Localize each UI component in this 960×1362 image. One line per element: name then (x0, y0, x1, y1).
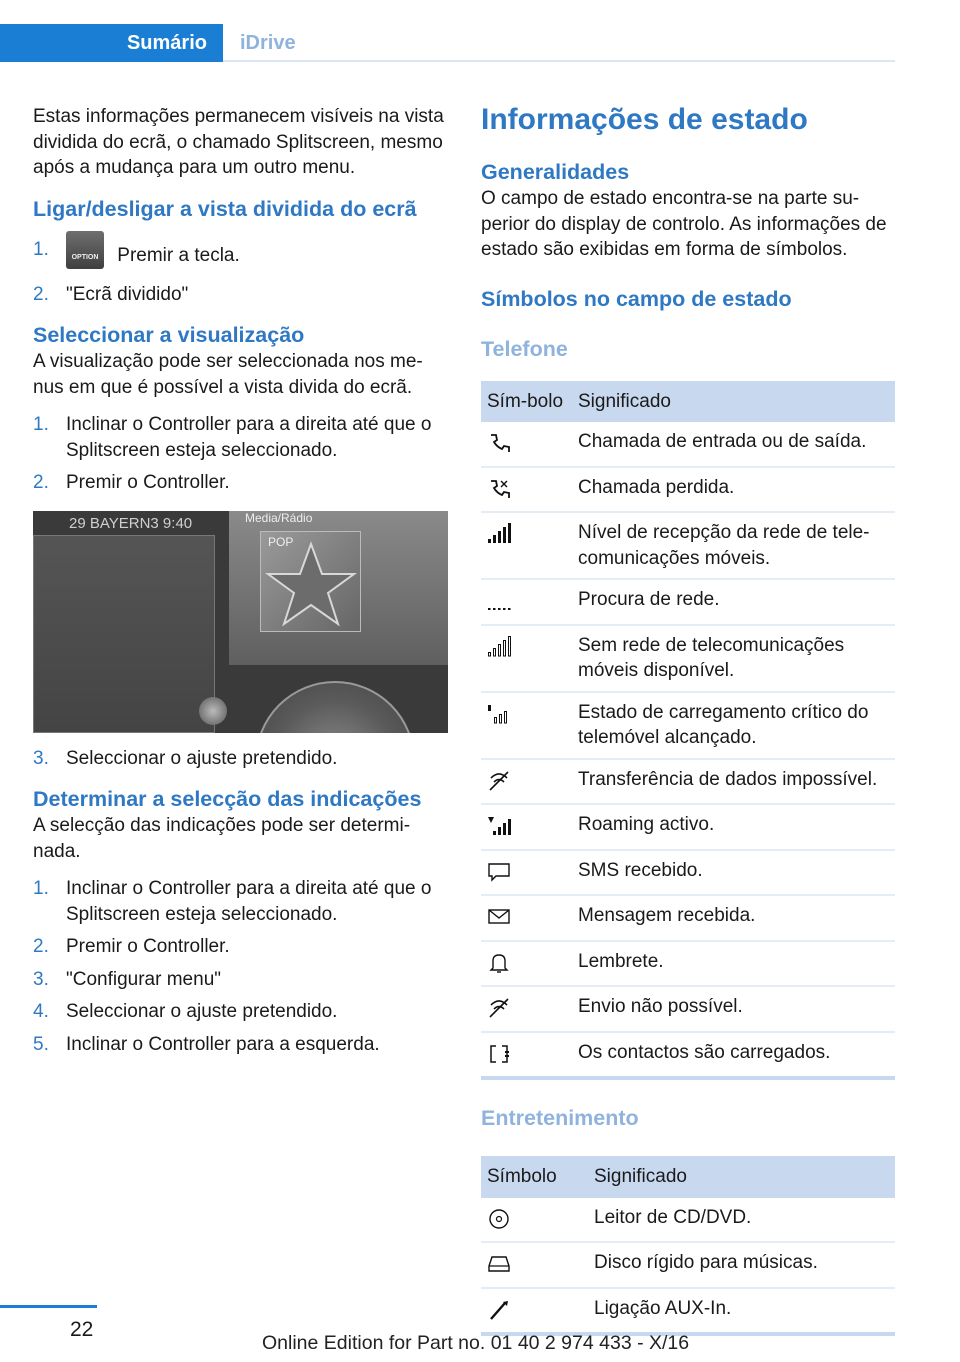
step-text: "Ecrã dividido" (66, 283, 189, 305)
step-text: Premir a tecla. (117, 244, 240, 266)
table-cell: Procura de rede. (572, 579, 895, 625)
step-text: Premir o Controller. (66, 472, 230, 493)
list-item (33, 934, 448, 960)
heading-phone: Telefone (481, 336, 568, 361)
step-number: 1. (33, 238, 49, 260)
table-row (481, 850, 895, 896)
option-key-label: OPTION (71, 253, 99, 261)
data-transfer-impossible-icon (487, 770, 511, 792)
list-item (33, 746, 448, 772)
step-text: Premir o Controller. (66, 936, 230, 957)
table-cell: Estado de carregamento crítico do telemóvel alcançado. (572, 692, 895, 759)
step-number: 2. (33, 472, 49, 493)
step-text: "Configurar menu" (66, 968, 222, 990)
list-item (33, 470, 448, 496)
missed-call-icon (487, 478, 511, 500)
heading-determine-selection: Determinar a selecção das indicações (33, 787, 422, 811)
envelope-icon (487, 906, 511, 928)
screen-station: 29 BAYERN3 9:40 (69, 514, 193, 532)
table-cell: Leitor de CD/DVD. (588, 1198, 895, 1243)
no-network-icon (487, 636, 511, 658)
contacts-loading-icon (487, 1043, 511, 1065)
heading-select-view: Seleccionar a visualização (33, 323, 305, 347)
table-row (481, 625, 895, 692)
footer-rule (0, 1305, 97, 1308)
table-row (481, 1198, 895, 1243)
column-header-symbol: Sím‐bolo (481, 381, 572, 423)
table-row (481, 986, 895, 1032)
column-header-meaning: Significado (572, 381, 895, 423)
table-cell: SMS recebido. (572, 850, 895, 896)
step-number: 1. (33, 414, 49, 435)
step-number: 2. (33, 283, 49, 305)
left-column (33, 100, 448, 1064)
controller-knob (199, 697, 227, 725)
table-row (481, 759, 895, 805)
heading-symbols: Símbolos no campo de estado (481, 286, 792, 311)
table-cell: Mensagem recebida. (572, 895, 895, 941)
table-cell: Chamada de entrada ou de saída. (572, 422, 895, 467)
list-item (33, 237, 448, 275)
list-item (33, 412, 448, 463)
controller-dial (255, 681, 415, 733)
table-cell: Os contactos são carregados. (572, 1032, 895, 1079)
aux-plug-icon (487, 1299, 511, 1321)
step-number: 5. (33, 1033, 49, 1055)
sms-icon (487, 861, 511, 883)
tab-sumario[interactable]: Sumário (0, 24, 223, 62)
heading-status-info: Informações de estado (481, 103, 808, 136)
step-text: Seleccionar o ajuste pretendido. (66, 747, 338, 769)
table-row (481, 467, 895, 513)
option-key-icon (66, 231, 104, 269)
toggle-steps (33, 237, 448, 308)
table-row (481, 941, 895, 987)
determine-paragraph: A selecção das indicações pode ser determi‐nada. (33, 815, 411, 862)
table-row (481, 804, 895, 850)
signal-strength-icon (487, 523, 511, 545)
heading-toggle-splitscreen: Ligar/desligar a vista dividida do ecrã (33, 196, 417, 221)
table-cell: Disco rígido para músicas. (588, 1242, 895, 1288)
network-search-icon (487, 590, 511, 612)
table-cell: Transferência de dados impossível. (572, 759, 895, 805)
table-row (481, 895, 895, 941)
select-steps (33, 412, 448, 496)
determine-steps (33, 876, 448, 1057)
step-text: Inclinar o Controller para a direita até que o Splitscreen esteja seleccionado. (66, 414, 432, 461)
step-number: 2. (33, 936, 49, 957)
hard-disk-icon (487, 1253, 511, 1275)
list-item (33, 999, 448, 1025)
screen-media-label: Media/Rádio (245, 510, 313, 525)
table-row (481, 692, 895, 759)
step-text: Inclinar o Controller para a direita até que o Splitscreen esteja seleccionado. (66, 878, 432, 925)
edition-line: Online Edition for Part no. 01 40 2 974 433 - X/16 (262, 1332, 690, 1354)
step-number: 3. (33, 968, 49, 990)
list-item (33, 967, 448, 993)
step3-list (33, 746, 448, 772)
battery-critical-icon (487, 703, 511, 725)
table-cell: Nível de recepção da rede de tele‐comunicações móveis. (572, 512, 895, 579)
list-item (33, 282, 448, 308)
table-row (481, 512, 895, 579)
table-cell: Sem rede de telecomunicações móveis disponível. (572, 625, 895, 692)
step-number: 4. (33, 1001, 49, 1022)
table-cell: Chamada perdida. (572, 467, 895, 513)
splitscreen-photo (33, 511, 448, 733)
bell-icon (487, 952, 511, 974)
screen-left-panel (33, 535, 215, 733)
entertainment-symbols-table (481, 1156, 895, 1336)
table-cell: Ligação AUX-In. (588, 1288, 895, 1335)
send-impossible-icon (487, 997, 511, 1019)
list-item (33, 1032, 448, 1058)
table-row (481, 579, 895, 625)
heading-entertainment: Entretenimento (481, 1106, 639, 1130)
phone-symbols-table (481, 381, 895, 1081)
column-header-meaning: Significado (588, 1156, 895, 1198)
step-text: Seleccionar o ajuste pretendido. (66, 1001, 338, 1022)
intro-paragraph: Estas informações permanecem visíveis na vista dividida do ecrã, o chamado Splitscreen, mesmo após a mudança para um outro menu. (33, 106, 444, 178)
general-paragraph: O campo de estado encontra-se na parte su‐perior do display de controlo. As informações de estado são exibidas em forma de símbolos. (481, 188, 887, 260)
page-number: 22 (70, 1318, 94, 1341)
column-header-symbol: Símbolo (481, 1156, 588, 1198)
table-cell: Lembrete. (572, 941, 895, 987)
table-row (481, 1288, 895, 1335)
heading-general: Generalidades (481, 160, 630, 184)
tab-idrive[interactable]: iDrive (240, 31, 296, 54)
select-paragraph: A visualização pode ser seleccionada nos me‐nus em que é possível a vista divida do ecrã. (33, 351, 423, 398)
header-tabs (0, 24, 895, 62)
step-text: Inclinar o Controller para a esquerda. (66, 1033, 380, 1055)
disc-icon (487, 1208, 511, 1230)
table-row (481, 1032, 895, 1079)
table-cell: Roaming activo. (572, 804, 895, 850)
screen-genre: POP (268, 534, 294, 549)
table-cell: Envio não possível. (572, 986, 895, 1032)
step-number: 3. (33, 747, 49, 769)
right-column (481, 100, 895, 1336)
roaming-icon (487, 815, 511, 837)
table-row (481, 1242, 895, 1288)
table-row (481, 422, 895, 467)
step-number: 1. (33, 878, 49, 899)
phone-call-icon (487, 432, 511, 454)
list-item (33, 876, 448, 927)
